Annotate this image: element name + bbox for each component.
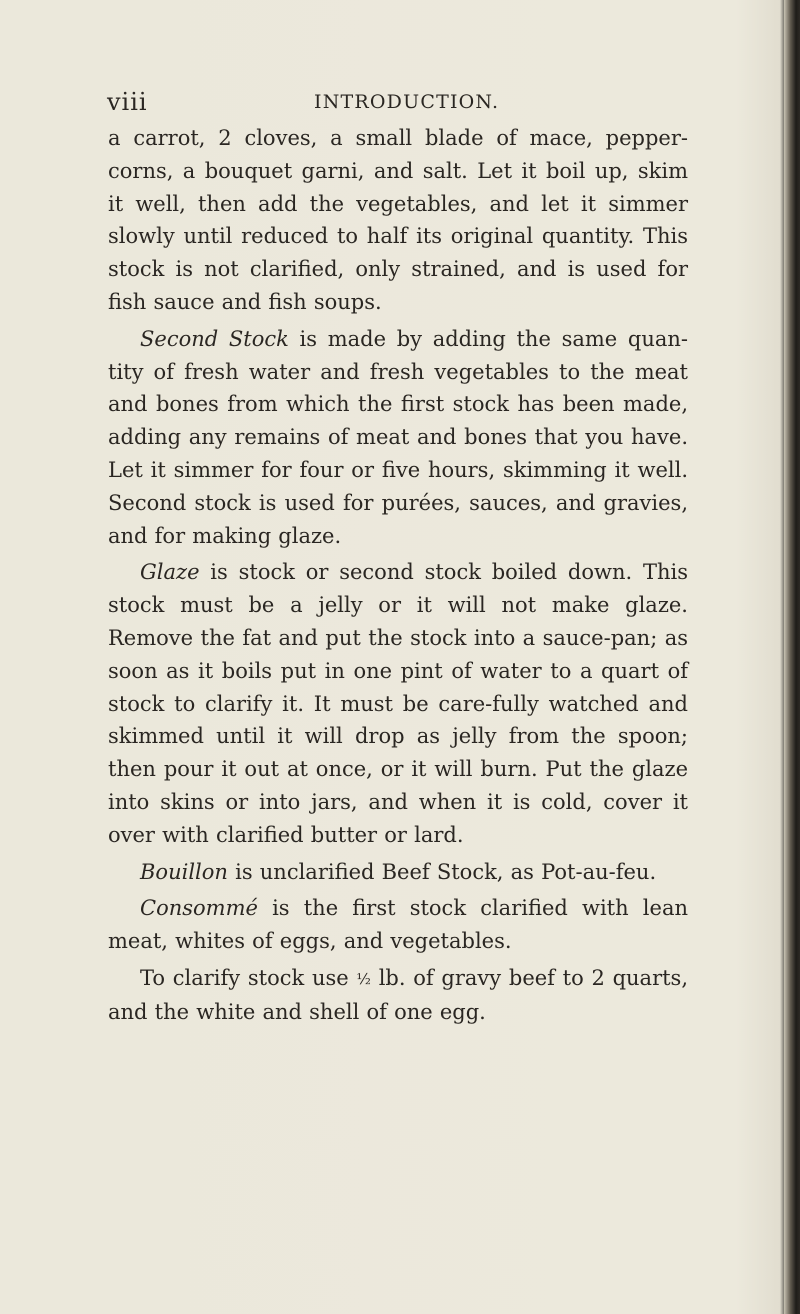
body-text	[108, 122, 688, 1029]
paragraph-fish-stock	[108, 122, 688, 319]
running-head	[107, 88, 707, 120]
page-number: viii	[107, 88, 148, 116]
term-second-stock: Second Stock	[140, 326, 289, 351]
paragraph-text: is made by adding the same quan-tity of fresh water and fresh vegetables to the meat and bones from which the first stock has been made, adding any remains of meat and bones that you have. Let it simmer for four or five hours, skimming it well. Second stock is used for purées, sauces, and gravies, and for making glaze.	[108, 326, 688, 548]
term-consomme: Consommé	[140, 896, 258, 921]
running-head-title: INTRODUCTION.	[314, 91, 500, 113]
term-bouillon: Bouillon	[140, 859, 228, 884]
paragraph-text-before: To clarify stock use	[140, 965, 357, 990]
paragraph-second-stock	[108, 323, 688, 553]
paragraph-clarify	[108, 962, 688, 1029]
paragraph-text: a carrot, 2 cloves, a small blade of mace, pepper-corns, a bouquet garni, and salt. Let it boil up, skim it well, then add the vegetables, and let it simmer slowly until reduced to half its original quantity. This stock is not clarified, only strained, and is used for fish sauce and fish soups.	[108, 126, 688, 314]
page-binding-edge	[784, 0, 800, 1314]
paragraph-glaze	[108, 556, 688, 851]
paragraph-consomme	[108, 892, 688, 958]
paragraph-text: is unclarified Beef Stock, as Pot-au-feu.	[227, 859, 657, 884]
paragraph-text: is stock or second stock boiled down. This stock must be a jelly or it will not make glaze. Remove the fat and put the stock into a sauce-pan; as soon as it boils put in one pint of water to a quart of stock to clarify it. It must be care-fully watched and skimmed until it will drop as jelly from the spoon; then pour it out at once, or it will burn. Put the glaze into skins or into jars, and when it is cold, cover it over with clarified butter or lard.	[108, 560, 688, 847]
paragraph-bouillon	[108, 856, 688, 889]
paragraph-text: is the first stock clarified with lean meat, whites of eggs, and vegetables.	[108, 896, 688, 954]
paragraph-text-after: lb. of gravy beef to 2 quarts, and the white and shell of one egg.	[108, 965, 689, 1024]
term-glaze: Glaze	[140, 560, 200, 585]
fraction-one-half: ½	[356, 969, 371, 988]
